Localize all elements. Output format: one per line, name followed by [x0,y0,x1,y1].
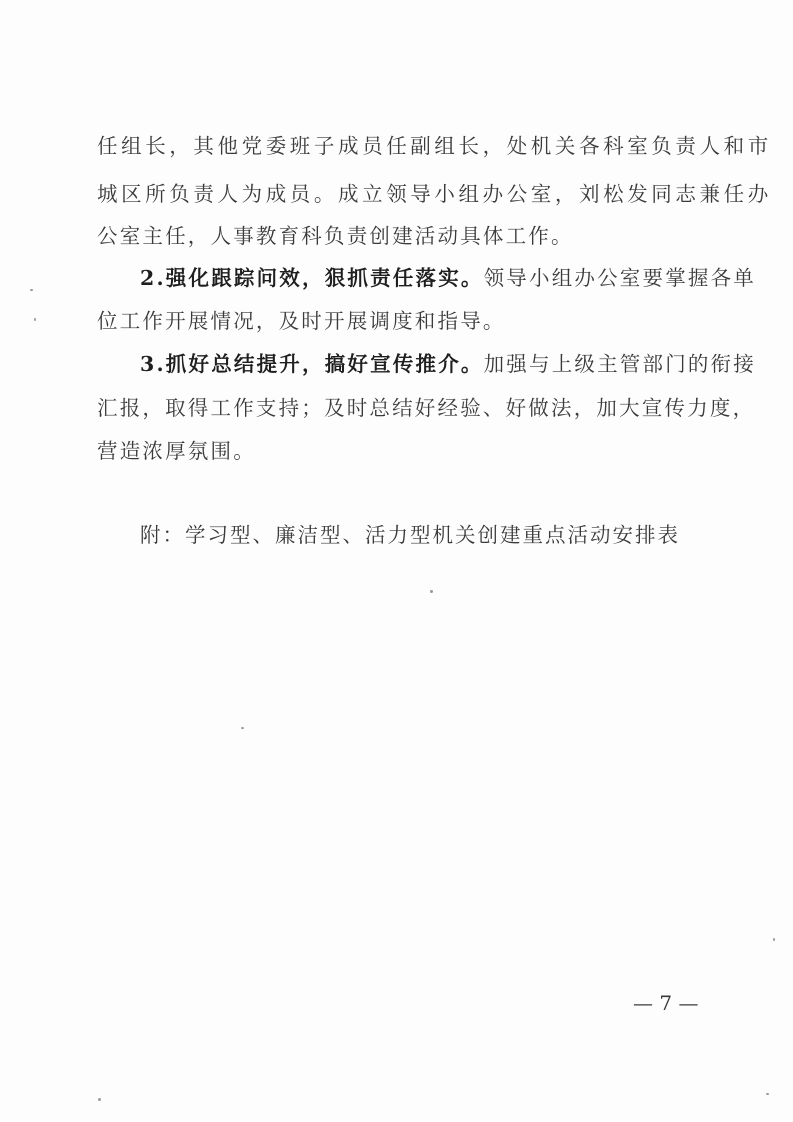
scan-speck [241,727,244,729]
page-number: — 7 — [633,991,699,1015]
body-line-5-text: 位工作开展情况，及时开展调度和指导。 [97,309,506,333]
scan-speck [766,1093,769,1095]
body-line-3 [97,222,697,250]
scan-speck [773,938,775,941]
measure-2-heading: 2.强化跟踪问效，狠抓责任落实。 [140,266,484,290]
body-line-8-text: 营造浓厚氛围。 [97,439,256,463]
scan-speck [34,318,36,321]
body-line-7-text: 汇报，取得工作支持；及时总结好经验、好做法，加大宣传力度， [97,396,756,420]
measure-3-text: 加强与上级主管部门的衔接 [483,352,757,376]
measure-2 [140,264,757,292]
body-line-2 [97,180,772,208]
scan-speck [98,1098,101,1101]
body-line-1-text: 任组长，其他党委班子成员任副组长，处机关各科室负责人和市 [97,134,772,158]
measure-2-text: 领导小组办公室要掌握各单 [483,266,757,290]
measure-3-heading: 3.抓好总结提升，搞好宣传推介。 [140,352,484,376]
body-line-5 [97,307,697,335]
attachment-note: 附：学习型、廉洁型、活力型机关创建重点活动安排表 [140,523,680,547]
scan-speck [30,289,33,291]
scan-speck [430,590,433,593]
body-line-3-text: 公室主任，人事教育科负责创建活动具体工作。 [97,224,574,248]
body-line-7 [97,394,756,422]
measure-3 [140,350,757,378]
body-line-2-text: 城区所负责人为成员。成立领导小组办公室，刘松发同志兼任办 [97,182,772,206]
body-line-1 [97,132,772,160]
body-line-8 [97,437,697,465]
